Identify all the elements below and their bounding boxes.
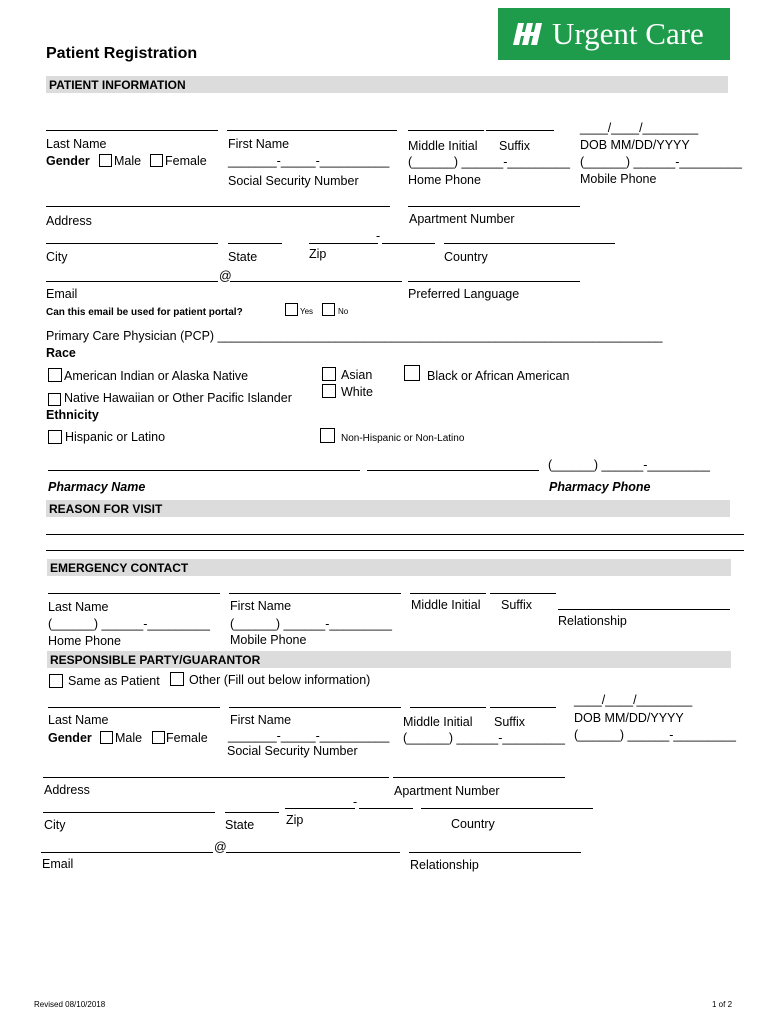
revised-date: Revised 08/10/2018 [34,1000,106,1009]
dob-field[interactable]: ____/____/________ [580,121,699,135]
suffix-line[interactable] [486,130,554,131]
race-american-indian-checkbox[interactable] [48,368,62,382]
middle-initial-line[interactable] [408,130,484,131]
non-hispanic-label: Non-Hispanic or Non-Latino [341,433,465,444]
race-white-checkbox[interactable] [322,384,336,398]
section-title: PATIENT INFORMATION [49,78,186,92]
race-asian-label: Asian [341,368,373,382]
ec-suffix-line[interactable] [490,593,556,594]
urgent-care-logo [498,8,730,60]
portal-question: Can this email be used for patient portal? [46,307,243,318]
section-header-reason-for-visit [46,500,730,517]
same-as-patient-label: Same as Patient [68,674,160,688]
ec-last-name-label: Last Name [48,600,109,614]
pharmacy-name-line[interactable] [48,470,360,471]
rp-last-name-line[interactable] [48,707,220,708]
pcp-field[interactable]: Primary Care Physician (PCP) ________________________________________________________________ [46,329,663,343]
pharmacy-name-label: Pharmacy Name [48,480,146,494]
rp-relationship-label: Relationship [410,858,479,872]
ssn-label: Social Security Number [228,174,359,188]
ssn-field[interactable]: _______-_____-__________ [228,154,390,168]
rp-gender-label: Gender [48,731,92,745]
section-header-responsible-party [47,651,731,668]
rp-email-label: Email [42,857,74,871]
male-checkbox[interactable] [99,154,112,167]
rp-city-label: City [44,818,66,832]
race-black-label: Black or African American [427,369,570,383]
rp-suffix-line[interactable] [490,707,556,708]
rp-male-label: Male [115,731,143,745]
state-line[interactable] [228,243,282,244]
rp-address-line[interactable] [43,777,389,778]
ec-last-name-line[interactable] [48,593,220,594]
rp-suffix-label: Suffix [494,715,526,729]
rp-email-domain-line[interactable] [226,852,400,853]
preferred-language-line[interactable] [408,281,580,282]
rp-phone-field[interactable]: (______) ______-_________ [403,731,565,745]
ec-first-name-line[interactable] [229,593,401,594]
rp-ssn-label: Social Security Number [227,744,358,758]
rp-dob-label: DOB MM/DD/YYYY [574,711,684,725]
suffix-label: Suffix [499,139,531,153]
ec-relationship-line[interactable] [558,609,730,610]
first-name-label: First Name [228,137,290,151]
address-line[interactable] [46,206,390,207]
pharmacy-phone-label: Pharmacy Phone [549,480,651,494]
email-at: @ [219,269,232,283]
rp-last-name-label: Last Name [48,713,109,727]
section-header-patient-information [46,76,728,93]
reason-line-2[interactable] [46,550,744,551]
rp-address-label: Address [44,783,90,797]
other-checkbox[interactable] [170,672,184,686]
rp-female-checkbox[interactable] [152,731,165,744]
home-phone-field[interactable]: (______) ______-_________ [408,155,570,169]
race-american-indian-label: American Indian or Alaska Native [64,369,249,383]
rp-state-label: State [225,818,255,832]
ec-mobile-phone-field[interactable]: (______) ______-_________ [230,617,392,631]
pharmacy-extra-line[interactable] [367,470,539,471]
last-name-line[interactable] [46,130,218,131]
reason-line-1[interactable] [46,534,744,535]
ec-relationship-label: Relationship [558,614,627,628]
race-hawaiian-checkbox[interactable] [48,393,61,406]
pharmacy-phone-field[interactable]: (______) ______-_________ [548,458,710,472]
rp-first-name-line[interactable] [229,707,401,708]
rp-state-line[interactable] [225,812,279,813]
preferred-language-label: Preferred Language [408,287,520,301]
rp-female-label: Female [166,731,208,745]
email-domain-line[interactable] [230,281,402,282]
rp-country-line[interactable] [421,808,593,809]
female-checkbox[interactable] [150,154,163,167]
rp-country-label: Country [451,817,495,831]
male-label: Male [114,154,142,168]
portal-no-label: No [338,307,349,316]
rp-zip-label: Zip [286,813,304,827]
rp-middle-initial-line[interactable] [410,707,486,708]
page-number: 1 of 2 [712,1000,733,1009]
rp-email-at: @ [214,840,227,854]
apartment-line[interactable] [408,206,580,207]
rp-middle-initial-label: Middle Initial [403,715,473,729]
urgent-care-mark-icon [512,23,544,45]
email-user-line[interactable] [46,281,218,282]
ec-middle-initial-line[interactable] [410,593,486,594]
race-asian-checkbox[interactable] [322,367,336,381]
hispanic-checkbox[interactable] [48,430,62,444]
page-title: Patient Registration [46,45,198,62]
dob-label: DOB MM/DD/YYYY [580,138,690,152]
rp-male-checkbox[interactable] [100,731,113,744]
rp-email-user-line[interactable] [41,852,213,853]
ec-first-name-label: First Name [230,599,292,613]
portal-no-checkbox[interactable] [322,303,335,316]
home-phone-label: Home Phone [408,173,481,187]
mobile-phone-label: Mobile Phone [580,172,657,186]
address-label: Address [46,214,92,228]
portal-yes-checkbox[interactable] [285,303,298,316]
female-label: Female [165,154,207,168]
state-label: State [228,250,258,264]
apartment-label: Apartment Number [409,212,515,226]
country-label: Country [444,250,488,264]
rp-dob-field[interactable]: ____/____/________ [574,693,693,707]
rp-zip-ext-line[interactable] [359,808,413,809]
zip-label: Zip [309,247,327,261]
rp-relationship-line[interactable] [409,852,581,853]
ec-home-phone-label: Home Phone [48,634,121,648]
ethnicity-label: Ethnicity [46,408,99,422]
city-line[interactable] [46,243,218,244]
ec-suffix-label: Suffix [501,598,533,612]
city-label: City [46,250,68,264]
zip-dash: - [376,229,381,243]
zip-ext-line[interactable] [382,243,435,244]
non-hispanic-checkbox[interactable] [320,428,335,443]
first-name-line[interactable] [227,130,397,131]
mobile-phone-field[interactable]: (______) ______-_________ [580,155,742,169]
middle-initial-label: Middle Initial [408,139,478,153]
same-as-patient-checkbox[interactable] [49,674,63,688]
rp-apartment-label: Apartment Number [394,784,500,798]
country-line[interactable] [444,243,615,244]
section-title: EMERGENCY CONTACT [50,561,189,575]
gender-label: Gender [46,154,90,168]
section-title: RESPONSIBLE PARTY/GUARANTOR [50,653,261,667]
hispanic-label: Hispanic or Latino [65,430,166,444]
rp-ssn-field[interactable]: _______-_____-__________ [228,729,390,743]
section-title: REASON FOR VISIT [49,502,163,516]
email-label: Email [46,287,78,301]
ec-home-phone-field[interactable]: (______) ______-_________ [48,617,210,631]
rp-zip-dash: - [353,795,358,809]
logo-text: Urgent Care [552,16,704,51]
rp-apartment-line[interactable] [393,777,565,778]
section-header-emergency-contact [47,559,731,576]
portal-yes-label: Yes [300,307,314,316]
last-name-label: Last Name [46,137,107,151]
ec-middle-initial-label: Middle Initial [411,598,481,612]
rp-mobile-field[interactable]: (______) ______-_________ [574,728,736,742]
ec-mobile-phone-label: Mobile Phone [230,633,307,647]
race-black-checkbox[interactable] [404,365,420,381]
rp-zip-line[interactable] [285,808,355,809]
race-label: Race [46,346,76,360]
zip-line[interactable] [309,243,378,244]
race-hawaiian-label: Native Hawaiian or Other Pacific Islander [64,391,292,405]
race-white-label: White [341,385,373,399]
rp-first-name-label: First Name [230,713,292,727]
other-label: Other (Fill out below information) [189,673,371,687]
rp-city-line[interactable] [43,812,215,813]
